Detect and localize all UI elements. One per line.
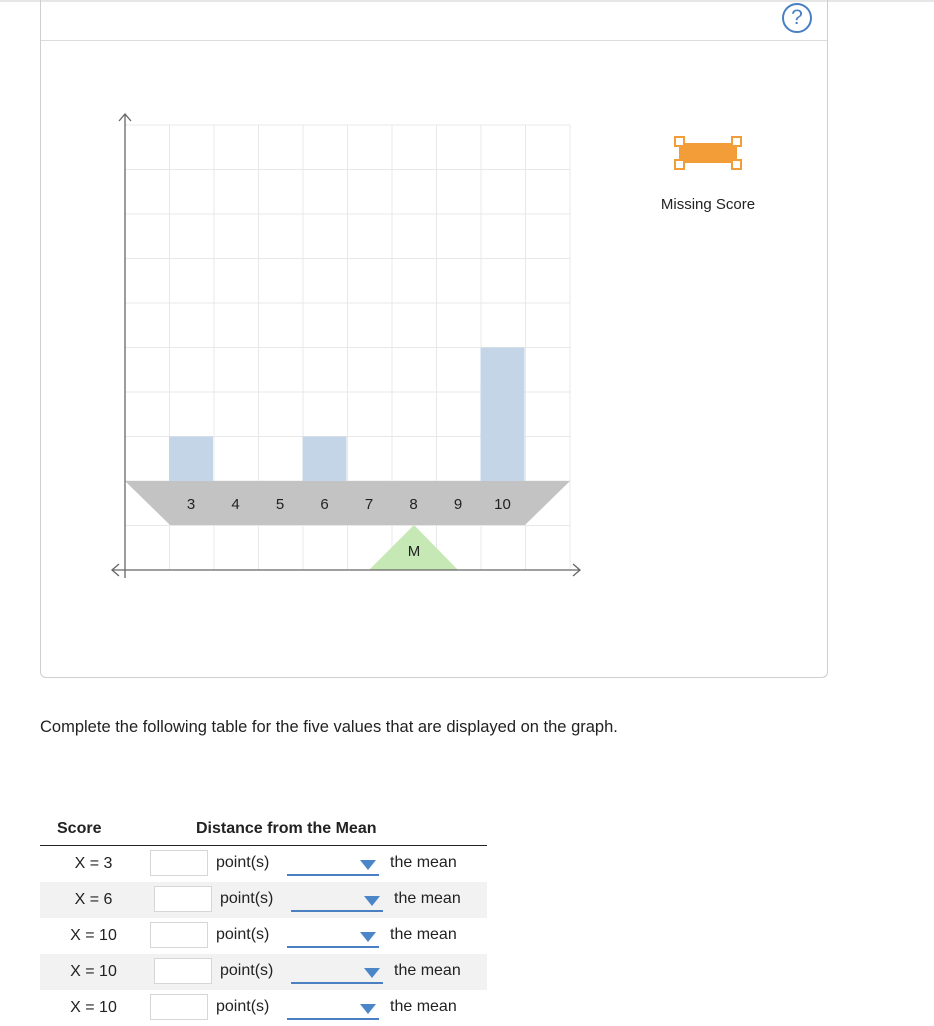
score-bar-6[interactable] <box>303 437 347 482</box>
dropdown-underline <box>291 982 383 984</box>
table-row <box>40 918 487 954</box>
help-icon[interactable]: ? <box>782 3 812 33</box>
instruction-text: Complete the following table for the five values that are displayed on the graph. <box>40 718 618 736</box>
the-mean-label: the mean <box>390 926 457 943</box>
points-label: point(s) <box>220 890 274 907</box>
tick-label: 6 <box>320 496 329 513</box>
the-mean-label: the mean <box>390 854 457 871</box>
score-cell: X = 10 <box>70 927 117 944</box>
tick-label: 5 <box>275 496 285 513</box>
the-mean-label: the mean <box>394 890 461 907</box>
distance-input[interactable] <box>150 922 208 948</box>
score-bars <box>169 348 525 482</box>
score-cell: X = 3 <box>74 855 113 872</box>
tick-label: 4 <box>231 496 240 513</box>
fulcrum-label: M <box>407 543 421 560</box>
tick-label: 10 <box>494 496 511 513</box>
points-label: point(s) <box>220 962 274 979</box>
distance-input[interactable] <box>150 994 208 1020</box>
the-mean-label: the mean <box>394 962 461 979</box>
relation-dropdown[interactable] <box>291 954 387 990</box>
points-label: point(s) <box>216 926 270 943</box>
tick-label: 3 <box>186 496 196 513</box>
dropdown-arrow-icon[interactable] <box>364 968 380 978</box>
dropdown-arrow-icon[interactable] <box>364 896 380 906</box>
dropdown-arrow-icon[interactable] <box>360 1004 376 1014</box>
table-row <box>40 990 487 1026</box>
points-label: point(s) <box>216 854 270 871</box>
score-cell: X = 10 <box>70 999 117 1016</box>
relation-dropdown[interactable] <box>287 918 383 954</box>
missing-score-block <box>679 143 737 163</box>
score-cell: X = 10 <box>70 963 117 980</box>
dropdown-arrow-icon[interactable] <box>360 860 376 870</box>
score-bar-3[interactable] <box>169 437 213 482</box>
relation-dropdown[interactable] <box>287 990 383 1026</box>
table-row <box>40 954 487 990</box>
dropdown-arrow-icon[interactable] <box>360 932 376 942</box>
distance-header: Distance from the Mean <box>196 820 377 837</box>
points-label: point(s) <box>216 998 270 1015</box>
dropdown-underline <box>291 910 383 912</box>
distance-input[interactable] <box>150 850 208 876</box>
distance-input[interactable] <box>154 958 212 984</box>
the-mean-label: the mean <box>390 998 457 1015</box>
tick-label: 8 <box>409 496 418 513</box>
relation-dropdown[interactable] <box>291 882 387 918</box>
relation-dropdown[interactable] <box>287 846 383 882</box>
score-cell: X = 6 <box>74 891 113 908</box>
missing-score-handle[interactable] <box>675 137 741 169</box>
tick-label: 9 <box>453 496 463 513</box>
table-row <box>40 882 487 918</box>
dropdown-underline <box>287 1018 379 1020</box>
missing-score-label: Missing Score <box>660 196 756 213</box>
table-row <box>40 846 487 882</box>
score-bar-10[interactable] <box>481 348 525 482</box>
distance-input[interactable] <box>154 886 212 912</box>
score-header: Score <box>57 820 102 837</box>
tick-label: 7 <box>364 496 374 513</box>
dropdown-underline <box>287 946 379 948</box>
dropdown-underline <box>287 874 379 876</box>
